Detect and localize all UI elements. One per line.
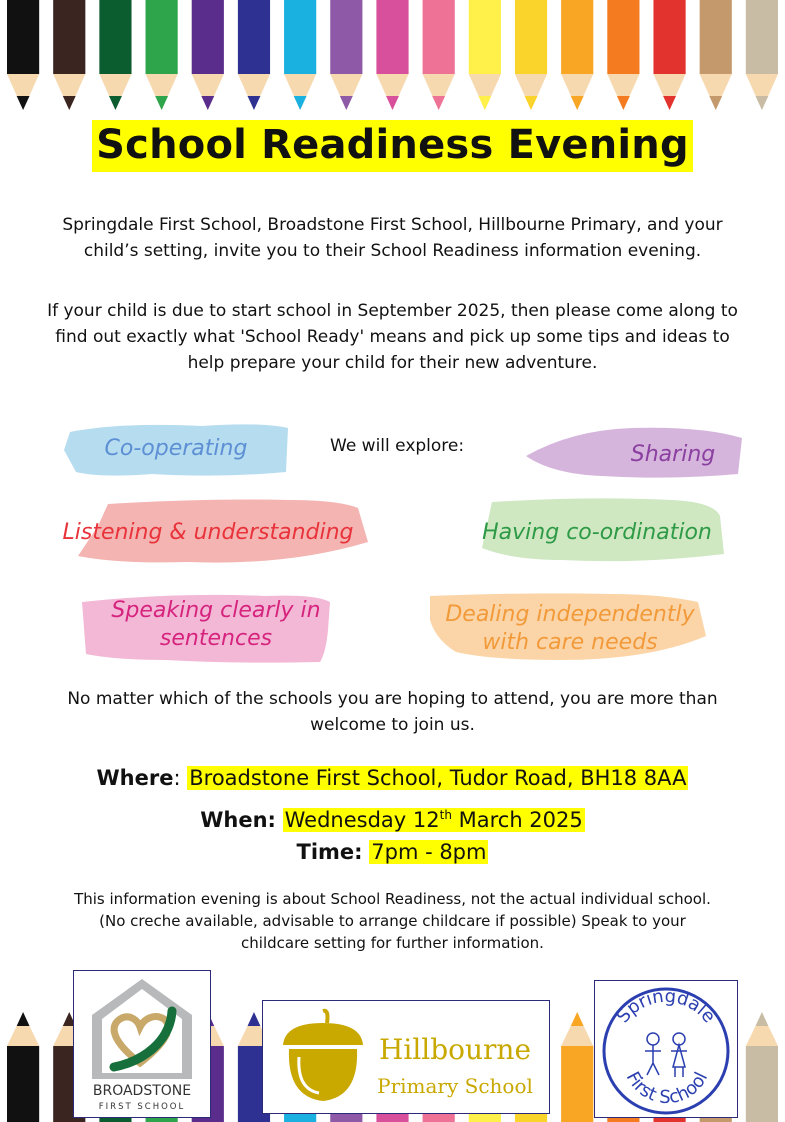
info-note: [0, 888, 785, 954]
title-container: [0, 120, 785, 172]
skill-dealing-label-line1: Dealing independently: [445, 602, 695, 627]
intro-paragraph: [0, 212, 785, 264]
skill-coordination: [452, 494, 742, 566]
note-line: This information evening is about School Readiness, not the actual individual school.: [74, 890, 711, 908]
skill-speaking-label-line1: Speaking clearly in: [111, 598, 321, 623]
where-label: Where: [96, 766, 174, 790]
where-value: Broadstone First School, Tudor Road, BH18 8AA: [189, 766, 687, 790]
page-title: School Readiness Evening: [92, 120, 693, 172]
note-line: (No creche available, advisable to arrange childcare if possible) Speak to your: [99, 912, 686, 930]
details-line: help prepare your child for their new adventure.: [187, 353, 598, 373]
skill-dealing: [410, 590, 730, 664]
details-line: find out exactly what 'School Ready' means and pick up some tips and ideas to: [55, 327, 730, 347]
top-pencil-border: [0, 0, 785, 112]
skill-listening: [38, 496, 378, 568]
skill-speaking-label-line2: sentences: [159, 626, 273, 651]
when-date: Wednesday 12: [284, 808, 440, 832]
where-row: [0, 763, 785, 793]
when-month: March 2025: [451, 808, 583, 832]
skill-speaking: [76, 590, 356, 664]
skill-coordination-label: Having co-ordination: [482, 520, 712, 545]
broadstone-logo-text: BROADSTONE: [92, 1083, 192, 1099]
pencil: [607, 0, 639, 110]
skill-sharing: [522, 424, 744, 482]
pencil: [469, 0, 501, 110]
pencil: [238, 0, 270, 110]
svg-text:Springdale: [613, 986, 720, 1027]
pencil: [561, 1012, 593, 1122]
pencil: [53, 0, 85, 110]
broadstone-logo: [73, 970, 211, 1118]
pencil: [284, 0, 316, 110]
broadstone-logo-subtext: FIRST SCHOOL: [98, 1102, 186, 1112]
pencil: [330, 0, 362, 110]
pencil: [7, 0, 39, 110]
pencil: [700, 0, 732, 110]
welcome-line: No matter which of the schools you are hoping to attend, you are more than: [67, 689, 718, 709]
hillbourne-logo: [262, 1000, 550, 1114]
when-suffix: th: [439, 808, 452, 822]
skill-listening-label: Listening & understanding: [62, 520, 354, 545]
pencil: [192, 0, 224, 110]
welcome-line: welcome to join us.: [310, 715, 475, 735]
hillbourne-subtitle: Primary School: [377, 1074, 533, 1098]
pencil: [746, 1012, 778, 1122]
skill-dealing-label-line2: with care needs: [482, 630, 658, 655]
pencil: [515, 0, 547, 110]
hillbourne-name: Hillbourne: [378, 1033, 532, 1066]
details-line: If your child is due to start school in September 2025, then please come along to: [47, 301, 738, 321]
where-colon: :: [173, 766, 181, 790]
pencil: [99, 0, 131, 110]
pencil: [423, 0, 455, 110]
skill-cooperating-label: Co-operating: [104, 436, 248, 461]
pencil: [561, 0, 593, 110]
note-line: childcare setting for further information.: [241, 934, 544, 952]
skill-sharing-label: Sharing: [630, 442, 716, 467]
explore-label: We will explore:: [330, 436, 465, 456]
when-label: When:: [200, 808, 276, 832]
pencil: [653, 0, 685, 110]
intro-line: Springdale First School, Broadstone First School, Hillbourne Primary, and your: [62, 215, 723, 235]
pencil: [146, 0, 178, 110]
skill-cooperating: [62, 418, 290, 480]
time-label: Time:: [296, 840, 363, 864]
springdale-subtitle: First School: [621, 1068, 713, 1109]
intro-line: child’s setting, invite you to their School Readiness information evening.: [83, 241, 702, 261]
pencil: [7, 1012, 39, 1122]
when-row: [0, 800, 785, 835]
welcome-paragraph: [0, 686, 785, 738]
time-row: [0, 837, 785, 867]
details-paragraph: [0, 298, 785, 376]
pencil: [376, 0, 408, 110]
pencil: [746, 0, 778, 110]
springdale-name: Springdale: [612, 985, 720, 1028]
springdale-logo: [594, 980, 738, 1118]
time-value: 7pm - 8pm: [371, 840, 487, 864]
when-value: [283, 808, 585, 832]
